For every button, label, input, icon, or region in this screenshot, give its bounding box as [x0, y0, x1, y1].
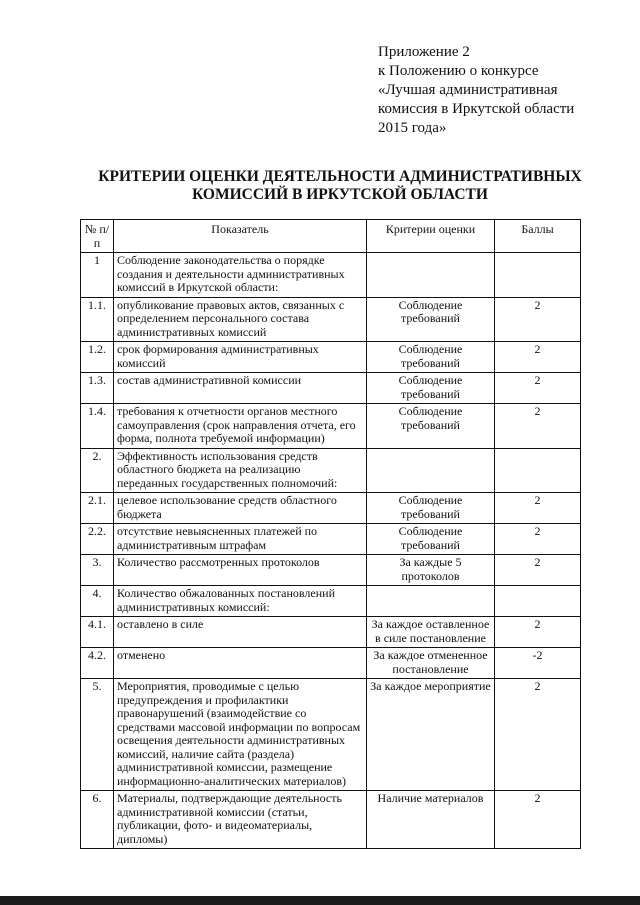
row-num: 1 [81, 253, 114, 298]
table-row [81, 342, 581, 373]
table-body [81, 253, 581, 849]
row-indicator: требования к отчетности органов местного самоуправления (срок направления отчета, его форма, полнота требуемой информации) [114, 404, 367, 449]
table-header [81, 220, 581, 253]
row-criteria: За каждое оставленное в силе постановление [367, 617, 495, 648]
row-num: 2. [81, 448, 114, 493]
row-num: 4.2. [81, 648, 114, 679]
header-row [81, 220, 581, 253]
table-row [81, 404, 581, 449]
row-criteria [367, 586, 495, 617]
row-indicator: Соблюдение законодательства о порядке создания и деятельности административных комиссий в Иркутской области: [114, 253, 367, 298]
row-criteria: Соблюдение требований [367, 404, 495, 449]
table-row [81, 648, 581, 679]
row-points: 2 [495, 493, 581, 524]
row-num: 2.2. [81, 524, 114, 555]
appendix-line: 2015 года» [378, 120, 447, 136]
row-points: -2 [495, 648, 581, 679]
row-points: 2 [495, 555, 581, 586]
row-criteria: Соблюдение требований [367, 493, 495, 524]
table-row [81, 679, 581, 791]
header-num: № п/п [81, 220, 114, 253]
row-indicator: Материалы, подтверждающие деятельность административной комиссии (статьи, публикации, фото- и видеоматериалы, дипломы) [114, 791, 367, 849]
row-points [495, 586, 581, 617]
row-points: 2 [495, 342, 581, 373]
row-criteria [367, 448, 495, 493]
row-indicator: Количество рассмотренных протоколов [114, 555, 367, 586]
table-row [81, 791, 581, 849]
row-criteria [367, 253, 495, 298]
table-row [81, 373, 581, 404]
document-title [60, 168, 620, 204]
row-points: 2 [495, 679, 581, 791]
appendix-line: Приложение 2 [378, 44, 470, 60]
header-points: Баллы [495, 220, 581, 253]
row-indicator: Мероприятия, проводимые с целью предупреждения и профилактики правонарушений (взаимодействие со средствами массовой информации по вопросам освещения деятельности административных комиссий, наличие сайта (раздела) административной комиссии, размещение информационно-аналитических материалов) [114, 679, 367, 791]
row-indicator: отсутствие невыясненных платежей по административным штрафам [114, 524, 367, 555]
row-num: 3. [81, 555, 114, 586]
row-indicator: Количество обжалованных постановлений административных комиссий: [114, 586, 367, 617]
row-points: 2 [495, 297, 581, 342]
header-indicator: Показатель [114, 220, 367, 253]
appendix-line: «Лучшая административная [378, 82, 558, 98]
table-row [81, 524, 581, 555]
appendix-line: комиссия в Иркутской области [378, 101, 575, 117]
row-criteria: Соблюдение требований [367, 342, 495, 373]
title-line-1: КРИТЕРИИ ОЦЕНКИ ДЕЯТЕЛЬНОСТИ АДМИНИСТРАТИВНЫХ [98, 168, 582, 185]
title-line-2: КОМИССИЙ В ИРКУТСКОЙ ОБЛАСТИ [192, 186, 488, 203]
row-criteria: Наличие материалов [367, 791, 495, 849]
row-criteria: За каждые 5 протоколов [367, 555, 495, 586]
row-indicator: срок формирования административных комиссий [114, 342, 367, 373]
header-criteria: Критерии оценки [367, 220, 495, 253]
table-row [81, 297, 581, 342]
row-criteria: Соблюдение требований [367, 373, 495, 404]
row-points: 2 [495, 404, 581, 449]
row-num: 1.4. [81, 404, 114, 449]
row-num: 4. [81, 586, 114, 617]
row-points: 2 [495, 524, 581, 555]
row-criteria: Соблюдение требований [367, 297, 495, 342]
row-criteria: Соблюдение требований [367, 524, 495, 555]
table-row [81, 253, 581, 298]
table-row [81, 617, 581, 648]
row-num: 1.1. [81, 297, 114, 342]
row-criteria: За каждое мероприятие [367, 679, 495, 791]
row-indicator: опубликование правовых актов, связанных с определением персонального состава административных комиссий [114, 297, 367, 342]
row-points [495, 253, 581, 298]
row-num: 1.3. [81, 373, 114, 404]
appendix-line: к Положению о конкурсе [378, 63, 539, 79]
row-num: 5. [81, 679, 114, 791]
row-points [495, 448, 581, 493]
row-indicator: целевое использование средств областного бюджета [114, 493, 367, 524]
table-row [81, 586, 581, 617]
row-num: 1.2. [81, 342, 114, 373]
row-points: 2 [495, 617, 581, 648]
scan-bottom-edge [0, 896, 640, 905]
row-criteria: За каждое отмененное постановление [367, 648, 495, 679]
criteria-table [80, 219, 581, 849]
row-points: 2 [495, 373, 581, 404]
row-indicator: Эффективность использования средств областного бюджета на реализацию переданных государственных полномочий: [114, 448, 367, 493]
appendix-block [378, 43, 608, 138]
row-points: 2 [495, 791, 581, 849]
row-indicator: отменено [114, 648, 367, 679]
row-indicator: состав административной комиссии [114, 373, 367, 404]
table-row [81, 493, 581, 524]
table-row [81, 448, 581, 493]
table-row [81, 555, 581, 586]
row-num: 2.1. [81, 493, 114, 524]
row-indicator: оставлено в силе [114, 617, 367, 648]
row-num: 6. [81, 791, 114, 849]
row-num: 4.1. [81, 617, 114, 648]
